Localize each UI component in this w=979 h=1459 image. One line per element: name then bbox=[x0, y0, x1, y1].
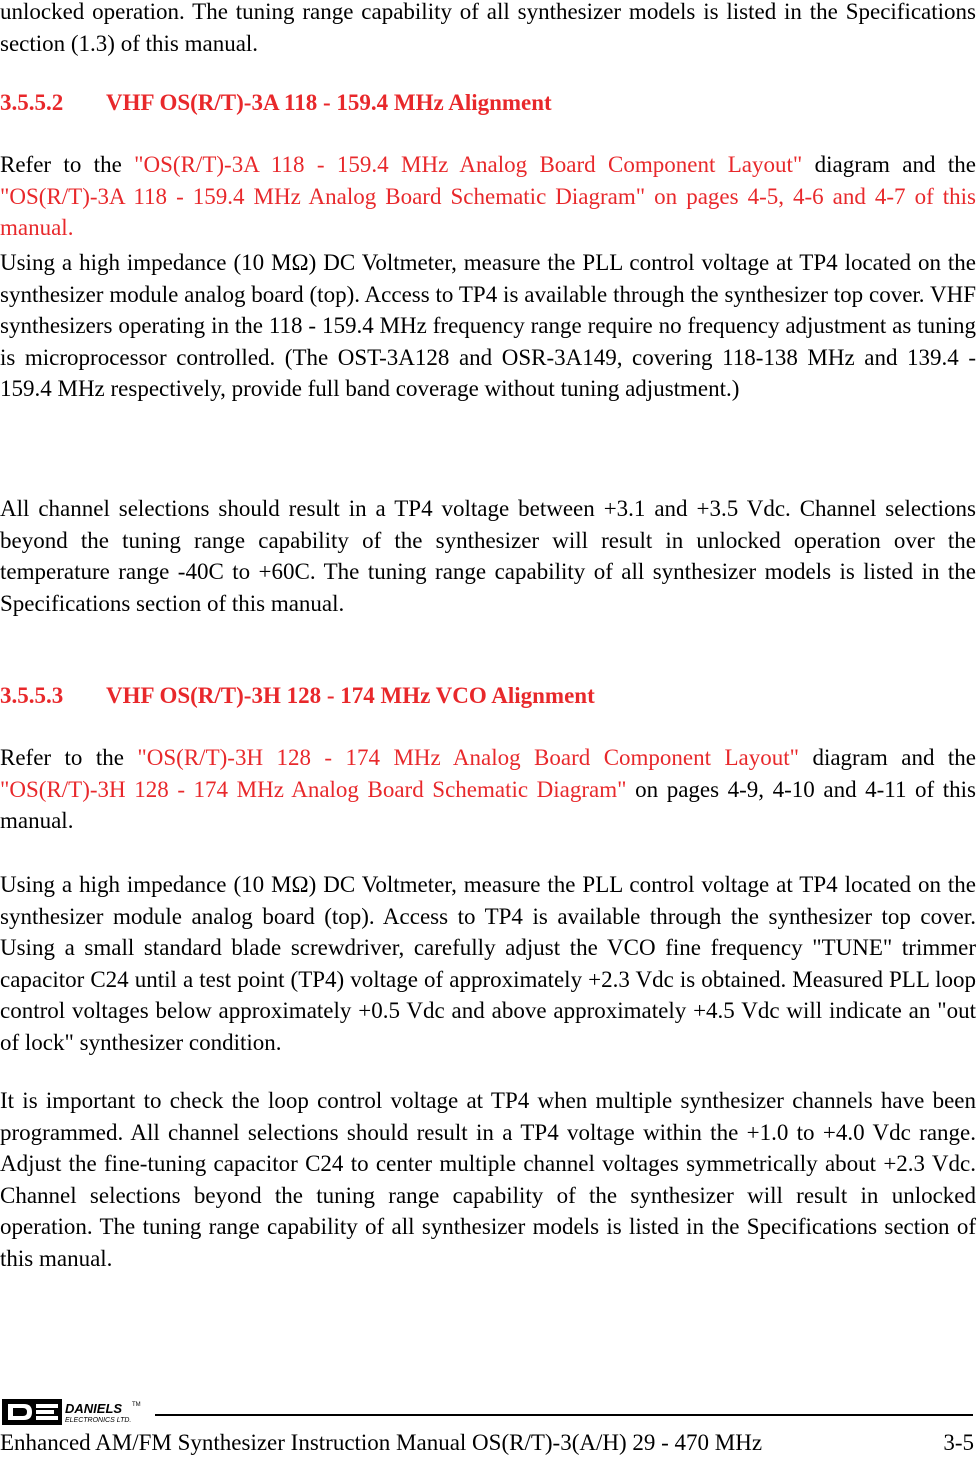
text-span: diagram and the bbox=[802, 152, 976, 177]
section-title: VHF OS(R/T)-3H 128 - 174 MHz VCO Alignment bbox=[106, 683, 595, 708]
paragraph-refer-3h bbox=[0, 742, 976, 837]
section-heading-3-5-5-3 bbox=[0, 681, 595, 711]
reference-link-schematic[interactable]: "OS(R/T)-3H 128 - 174 MHz Analog Board Schematic Diagram" bbox=[0, 776, 627, 802]
reference-link-layout[interactable]: "OS(R/T)-3H 128 - 174 MHz Analog Board Component Layout" bbox=[137, 745, 799, 770]
text-span: Refer to the bbox=[0, 745, 138, 770]
paragraph-refer-3a bbox=[0, 149, 976, 244]
page-number: 3-5 bbox=[943, 1430, 974, 1455]
paragraph-intro: unlocked operation. The tuning range capability of all synthesizer models is listed in the Specifications section (1.3) of this manual. bbox=[0, 0, 976, 56]
daniels-logo bbox=[2, 1399, 162, 1425]
reference-link-layout[interactable]: "OS(R/T)-3A 118 - 159.4 MHz Analog Board Component Layout" bbox=[134, 152, 803, 177]
footer-divider bbox=[155, 1414, 973, 1416]
paragraph-voltmeter-3h: Using a high impedance (10 MΩ) DC Voltmeter, measure the PLL control voltage at TP4 located on the synthesizer module analog board (top). Access to TP4 is available through the synthesizer top cover. Using a small standard blade screwdriver, carefully adjust the VCO fine frequency "TUNE" trimmer capacitor C24 until a test point (TP4) voltage of approximately +2.3 Vdc is obtained. Measured PLL loop control voltages below approximately +0.5 Vdc and above approximately +4.5 Vdc will indicate an "out of lock" synthesizer condition. bbox=[0, 872, 976, 1055]
logo-subtitle: ELECTRONICS LTD. bbox=[65, 1417, 132, 1424]
logo-brand: DANIELS bbox=[65, 1401, 123, 1416]
reference-link-schematic[interactable]: "OS(R/T)-3A 118 - 159.4 MHz Analog Board Schematic Diagram" on pages 4-5, 4-6 and 4-7 of this manual. bbox=[0, 183, 976, 240]
section-title: VHF OS(R/T)-3A 118 - 159.4 MHz Alignment bbox=[106, 90, 552, 115]
logo-tm: TM bbox=[132, 1402, 141, 1408]
footer-title: Enhanced AM/FM Synthesizer Instruction Manual OS(R/T)-3(A/H) 29 - 470 MHz bbox=[0, 1430, 763, 1455]
paragraph-voltmeter-3a: Using a high impedance (10 MΩ) DC Voltmeter, measure the PLL control voltage at TP4 located on the synthesizer module analog board (top). Access to TP4 is available through the synthesizer top cover. VHF synthesizers operating in the 118 - 159.4 MHz frequency range require no frequency adjustment as tuning is microprocessor controlled. (The OST-3A128 and OSR-3A149, covering 118-138 MHz and 139.4 - 159.4 MHz respectively, provide full band coverage without tuning adjustment.) bbox=[0, 250, 976, 401]
paragraph-loop-control: It is important to check the loop control voltage at TP4 when multiple synthesizer channels have been programmed. All channel selections should result in a TP4 voltage within the +1.0 to +4.0 Vdc range. Adjust the fine-tuning capacitor C24 to center multiple channel voltages symmetrically about +2.3 Vdc. Channel selections beyond the tuning range capability of the synthesizer will result in unlocked operation. The tuning range capability of all synthesizer models is listed in the Specifications section of this manual. bbox=[0, 1088, 976, 1271]
text-span: Refer to the bbox=[0, 152, 135, 177]
paragraph-channel-selections: All channel selections should result in a TP4 voltage between +3.1 and +3.5 Vdc. Channel selections beyond the tuning range capability of the synthesizer will result in unlocked operation over the temperature range -40C to +60C. The tuning range capability of all synthesizer models is listed in the Specifications section of this manual. bbox=[0, 496, 976, 616]
section-number: 3.5.5.3 bbox=[0, 683, 64, 708]
section-number: 3.5.5.2 bbox=[0, 90, 64, 115]
text-span: diagram and the bbox=[799, 745, 976, 770]
text-span: on pages 4-9, 4-10 and 4-11 of this manual. bbox=[0, 776, 977, 833]
section-heading-3-5-5-2 bbox=[0, 88, 552, 118]
